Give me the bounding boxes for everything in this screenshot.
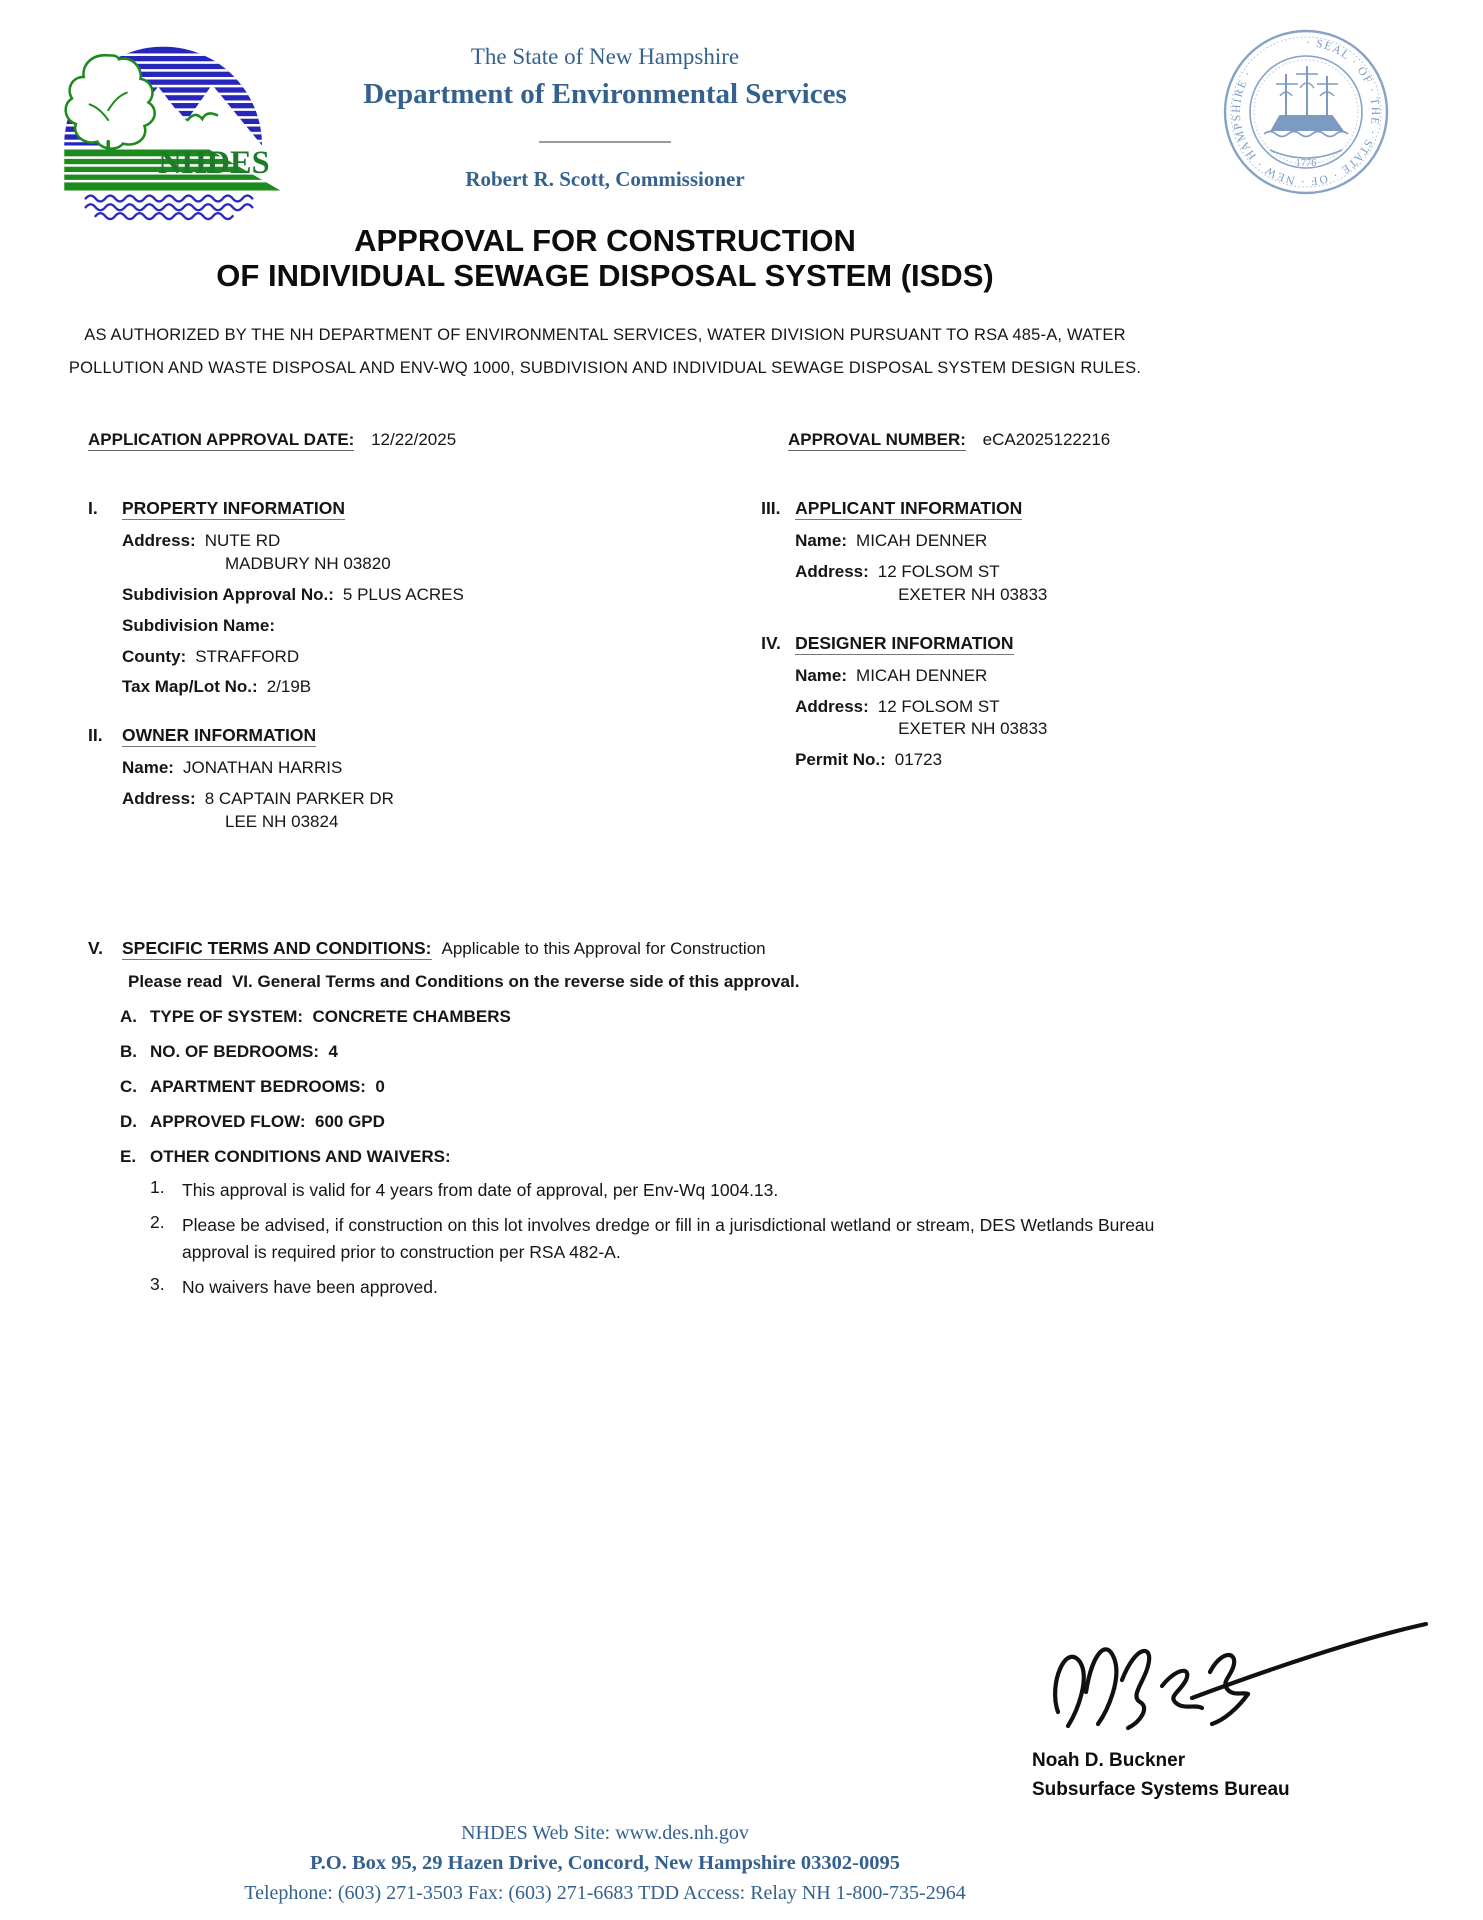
property-address-row — [122, 530, 661, 576]
info-label: Address: — [795, 561, 869, 581]
terms-read-note — [128, 972, 1210, 992]
section-numeral: III. — [761, 497, 781, 518]
application-approval-date — [88, 430, 788, 450]
section-heading: PROPERTY INFORMATION — [122, 497, 345, 518]
info-label: Subdivision Name: — [122, 615, 276, 635]
waiver-text: Please be advised, if construction on this lot involves dredge or fill in a jurisdictional wetland or stream, DES Wetlands Bureau approval is required prior to construction per RSA 482-A. — [182, 1215, 1155, 1262]
waiver-number: 3. — [150, 1273, 165, 1294]
section-numeral: I. — [88, 497, 98, 518]
approval-date-value: 12/22/2025 — [371, 429, 457, 449]
item-value: 600 GPD — [314, 1112, 385, 1132]
info-value: MICAH DENNER — [856, 665, 988, 685]
info-value-line2: LEE NH 03824 — [225, 812, 339, 832]
info-label: Name: — [122, 758, 174, 778]
section-applicant-information — [761, 498, 1210, 607]
info-label: Name: — [795, 665, 848, 685]
authorization-text: AS AUTHORIZED BY THE NH DEPARTMENT OF ENVIRONMENTAL SERVICES, WATER DIVISION PURSUANT TO RSA 485-A, WATER POLLUTION AND WASTE DISPOSAL AND ENV-WQ 1000, SUBDIVISION AND INDIVIDUAL SEWAGE DISPOSAL SYSTEM DESIGN RULES. — [68, 326, 1142, 377]
designer-address-row — [795, 696, 1210, 742]
info-label: Address: — [122, 789, 196, 809]
info-value: 8 CAPTAIN PARKER DR — [204, 789, 394, 809]
section-designer-information — [761, 633, 1210, 773]
waiver-text: This approval is valid for 4 years from date of approval, per Env-Wq 1004.13. — [182, 1180, 779, 1201]
terms-heading-note: Applicable to this Approval for Construction — [441, 939, 766, 959]
approval-date-label: APPLICATION APPROVAL DATE: — [88, 429, 355, 449]
item-label: APPROVED FLOW: — [150, 1112, 306, 1132]
item-label: TYPE OF SYSTEM: — [150, 1007, 304, 1027]
document-title — [0, 224, 1210, 293]
info-value: 12 FOLSOM ST — [877, 696, 1000, 716]
waiver-item — [150, 1212, 1210, 1265]
header-state-line: The State of New Hampshire — [470, 44, 740, 69]
info-value: 12 FOLSOM ST — [877, 561, 1000, 581]
signature-name: Noah D. Buckner — [1032, 1750, 1186, 1771]
header-divider — [539, 141, 671, 143]
system-item-approved-flow — [120, 1112, 1210, 1132]
item-letter: C. — [120, 1077, 137, 1097]
item-label: NO. OF BEDROOMS: — [150, 1042, 320, 1062]
header-commissioner-line: Robert R. Scott, Commissioner — [465, 167, 745, 191]
approval-number-label: APPROVAL NUMBER: — [788, 429, 966, 449]
info-value-line2: MADBURY NH 03820 — [225, 553, 391, 573]
system-item-other-conditions — [120, 1147, 1210, 1167]
item-value: 4 — [328, 1042, 338, 1062]
item-value: CONCRETE CHAMBERS — [312, 1007, 511, 1027]
section-owner-information — [88, 725, 661, 834]
waiver-number: 2. — [150, 1212, 165, 1233]
owner-name-row — [122, 757, 661, 780]
info-label: County: — [122, 646, 187, 666]
approval-number-value: eCA2025122216 — [982, 429, 1111, 449]
item-letter: D. — [120, 1112, 137, 1132]
info-value: JONATHAN HARRIS — [182, 758, 343, 778]
logo-text: NHDES — [158, 144, 270, 180]
designer-name-row — [795, 665, 1210, 688]
item-label: APARTMENT BEDROOMS: — [150, 1077, 366, 1097]
header-department-line: Department of Environmental Services — [363, 78, 847, 110]
info-label: Permit No.: — [795, 750, 886, 770]
info-value-line2: EXETER NH 03833 — [898, 719, 1048, 739]
footer-website: NHDES Web Site: www.des.nh.gov — [461, 1822, 749, 1844]
property-subdivision-name-row — [122, 615, 661, 638]
info-value-line2: EXETER NH 03833 — [898, 584, 1048, 604]
terms-read-prefix: Please read — [128, 972, 223, 992]
info-value: 01723 — [894, 750, 943, 770]
info-label: Name: — [795, 530, 848, 550]
applicant-name-row — [795, 530, 1210, 553]
approval-number — [788, 430, 1110, 450]
info-label: Tax Map/Lot No.: — [122, 677, 258, 697]
seal-ring-text: · SEAL · OF · THE · STATE · OF · NEW · HAMPSHIRE · — [1230, 36, 1381, 188]
designer-permit-row — [795, 749, 1210, 772]
waiver-item — [150, 1177, 1210, 1203]
document-title-line2: OF INDIVIDUAL SEWAGE DISPOSAL SYSTEM (ISDS) — [216, 257, 994, 293]
property-county-row — [122, 646, 661, 669]
waiver-list — [150, 1177, 1210, 1300]
section-property-information — [88, 498, 661, 700]
waiver-item — [150, 1274, 1210, 1300]
owner-address-row — [122, 788, 661, 834]
section-heading: DESIGNER INFORMATION — [795, 632, 1014, 653]
document-title-line1: APPROVAL FOR CONSTRUCTION — [354, 223, 856, 258]
info-value: STRAFFORD — [195, 646, 300, 666]
waiver-number: 1. — [150, 1177, 165, 1198]
section-heading: SPECIFIC TERMS AND CONDITIONS: — [122, 938, 432, 959]
footer-address: P.O. Box 95, 29 Hazen Drive, Concord, New Hampshire 03302-0095 — [310, 1852, 900, 1874]
page-footer — [0, 1822, 1210, 1905]
applicant-address-row — [795, 561, 1210, 607]
waiver-text: No waivers have been approved. — [182, 1276, 438, 1297]
section-heading: OWNER INFORMATION — [122, 725, 317, 746]
property-subdivision-approval-row — [122, 584, 661, 607]
item-letter: A. — [120, 1007, 137, 1027]
item-value: 0 — [375, 1077, 385, 1097]
item-letter: E. — [120, 1147, 137, 1167]
property-tax-map-row — [122, 676, 661, 699]
item-letter: B. — [120, 1042, 137, 1062]
info-label: Address: — [122, 530, 196, 550]
section-specific-terms — [88, 938, 1210, 1300]
section-numeral: IV. — [761, 632, 781, 653]
info-value: 5 PLUS ACRES — [342, 584, 464, 604]
item-label: OTHER CONDITIONS AND WAIVERS: — [150, 1147, 451, 1167]
system-item-bedrooms — [120, 1042, 1210, 1062]
signature-bureau: Subsurface Systems Bureau — [1032, 1779, 1290, 1801]
seal-year: 1776 — [1295, 158, 1317, 169]
signature-image — [1042, 1612, 1434, 1749]
info-label: Address: — [795, 696, 869, 716]
info-value: 2/19B — [266, 677, 312, 697]
info-value: MICAH DENNER — [856, 530, 988, 550]
section-heading: APPLICANT INFORMATION — [795, 497, 1023, 518]
footer-contacts: Telephone: (603) 271-3503 Fax: (603) 271-6683 TDD Access: Relay NH 1-800-735-2964 — [244, 1882, 966, 1904]
info-label: Subdivision Approval No.: — [122, 584, 334, 604]
info-value: NUTE RD — [204, 530, 281, 550]
state-seal-icon — [1220, 26, 1392, 203]
system-item-apartment-bedrooms — [120, 1077, 1210, 1097]
terms-read-suffix: on the reverse side of this approval. — [508, 972, 800, 992]
terms-read-bold: VI. General Terms and Conditions — [231, 972, 504, 992]
section-numeral: V. — [88, 938, 103, 959]
system-item-type — [120, 1007, 1210, 1027]
nhdes-logo-icon — [52, 26, 284, 227]
section-numeral: II. — [88, 725, 103, 746]
